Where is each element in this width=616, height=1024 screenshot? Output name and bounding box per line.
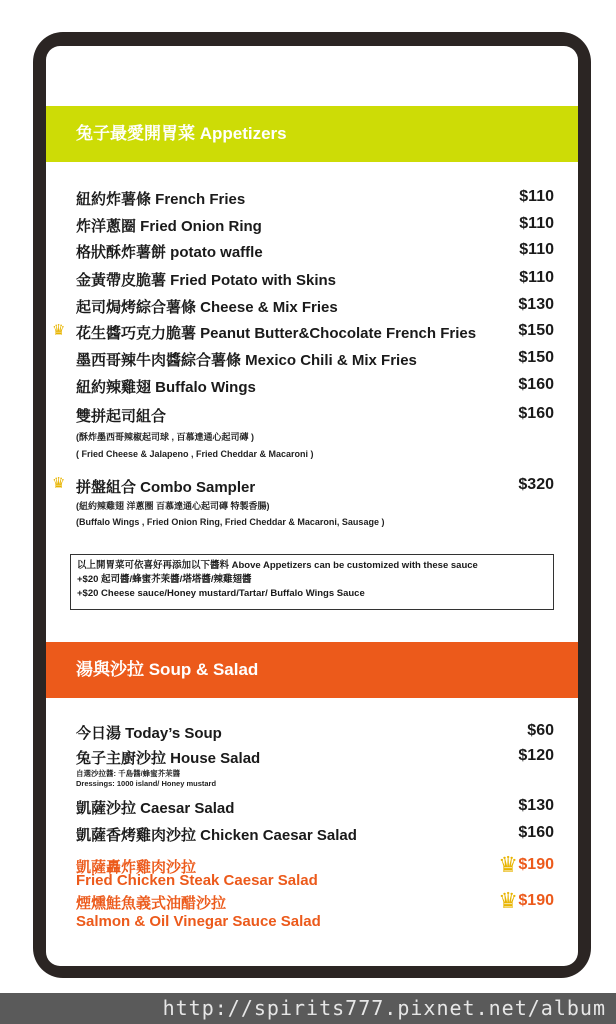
- item-note: ( Fried Cheese & Jalapeno , Fried Cheddar & Macaroni ): [76, 449, 314, 459]
- soup-salad-header: 湯與沙拉 Soup & Salad: [46, 642, 578, 698]
- item-note: 自選沙拉醬: 千島醬/蜂蜜芥茉醬: [76, 769, 181, 778]
- sauce-note-line: +$20 起司醬/蜂蜜芥茉醬/塔塔醬/辣雞翅醬: [77, 574, 252, 585]
- menu-page: 兔子最愛開胃菜 Appetizers 紐約炸薯條 French Fries $110 炸洋蔥圈 Fried Onion Ring $110 格狀酥炸薯餅 potato waffle $110 金黃帶皮脆薯 Fried Potato with Skins $110 起司焗烤綜合薯條 Cheese & Mix Fries $130 ♛ 花生醬巧克力脆薯 Peanut Butter&Chocolate French Fries $150 墨西哥辣牛肉醬綜合薯條 Mexico Chili & Mix Fries $150 紐約辣雞翅 Buffalo Wings $160 雙拼起司組合 $160 (酥炸墨西哥辣椒起司球 , 百慕達通心起司磚 ) ( Fried Cheese & Jalapeno , Fried Cheddar & Macaroni ) ♛ 拼盤組合 Combo Sampler $320 (紐約辣雞翅 洋蔥圈 百慕達通心起司磚 特製香腸) (Buffalo Wings , Fried Onion Ring, Fried Cheddar & Macaroni, Sausage ) 以上開胃菜可依喜好再添加以下醬料 Above Appetizers can be customized with these sauce +$20 起司醬/蜂蜜芥茉醬/塔塔醬/辣雞翅醬 +$20 Cheese sauce/Honey mustard/Tartar/ Buffalo Wings Sauce 湯與沙拉 Soup & Salad 今日湯 Today’s Soup $60 兔子主廚沙拉 House Salad $120 自選沙拉醬: 千島醬/蜂蜜芥茉醬 Dressings: 1000 island/ Honey mustard 凱薩沙拉 Caesar Salad $130 凱薩香烤雞肉沙拉 Chicken Caesar Salad $160 凱薩轟炸雞肉沙拉 ♛ $190 Fried Chicken Steak Caesar Salad 煙燻鮭魚義式油醋沙拉 ♛ $190 Salmon & Oil Vinegar Sauce Salad: [46, 46, 578, 966]
- sauce-note-line: +$20 Cheese sauce/Honey mustard/Tartar/ Buffalo Wings Sauce: [77, 588, 365, 599]
- appetizers-header: 兔子最愛開胃菜 Appetizers: [46, 106, 578, 162]
- crown-icon: ♛: [52, 322, 66, 339]
- crown-icon: ♛: [498, 888, 518, 913]
- crown-icon: ♛: [52, 475, 66, 492]
- item-note: (Buffalo Wings , Fried Onion Ring, Fried Cheddar & Macaroni, Sausage ): [76, 517, 385, 527]
- watermark-url: http://spirits777.pixnet.net/album: [0, 993, 616, 1024]
- sauce-note-box: [70, 554, 554, 610]
- sauce-note-line: 以上開胃菜可依喜好再添加以下醬料 Above Appetizers can be customized with these sauce: [77, 560, 478, 571]
- item-note: (酥炸墨西哥辣椒起司球 , 百慕達通心起司磚 ): [76, 432, 254, 442]
- item-note: Dressings: 1000 island/ Honey mustard: [76, 779, 217, 788]
- crown-icon: ♛: [498, 852, 518, 877]
- item-note: (紐約辣雞翅 洋蔥圈 百慕達通心起司磚 特製香腸): [76, 501, 270, 511]
